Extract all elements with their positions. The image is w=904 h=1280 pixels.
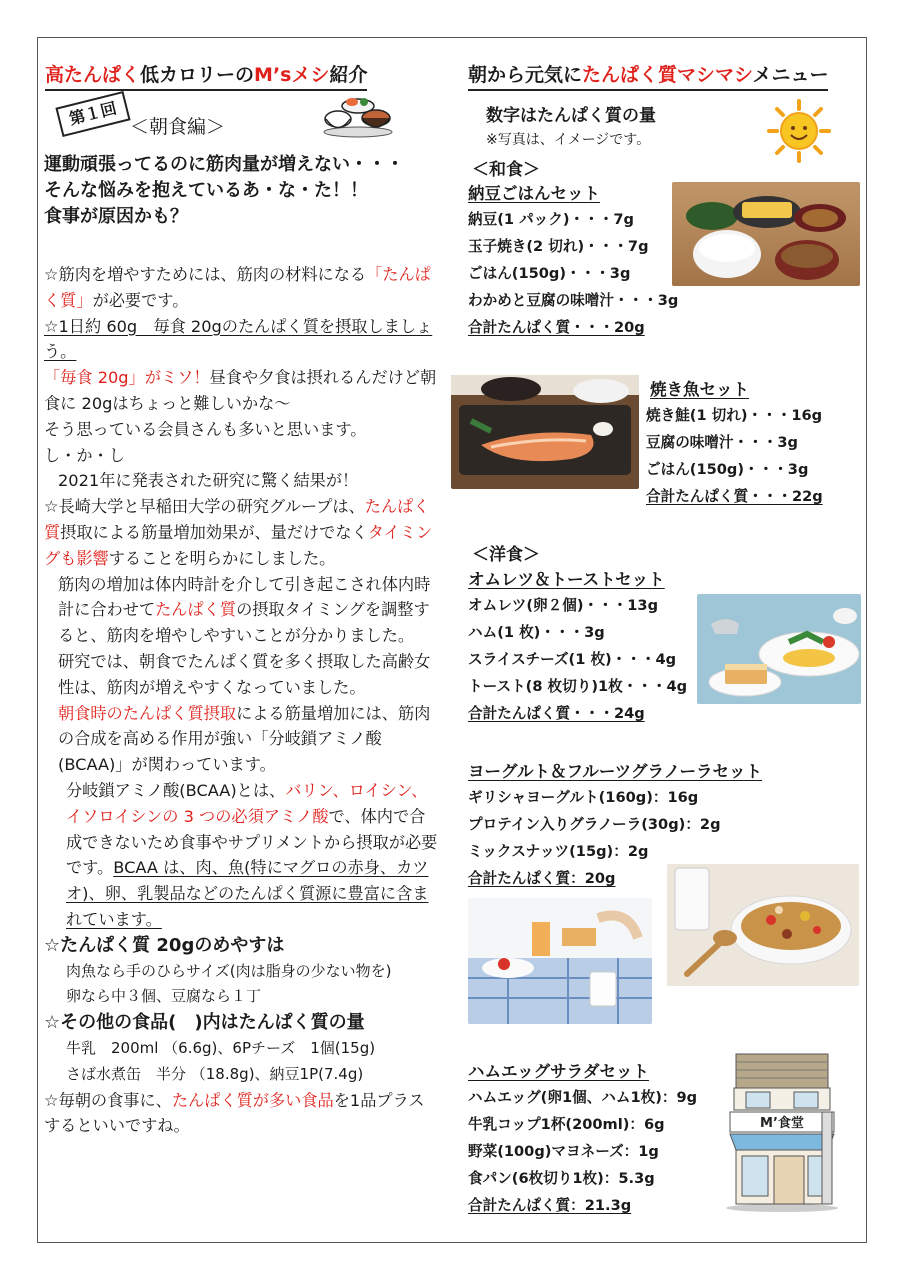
- para-highlight: タイミングも影響: [44, 522, 433, 568]
- para-highlight: たんぱく質が多い食品: [171, 1090, 334, 1110]
- natto-set-photo: [672, 182, 860, 286]
- para-text: ☆長崎大学と早稲田大学の研究グループは、: [44, 497, 365, 517]
- title-end: 紹介: [329, 64, 368, 86]
- set-item: わかめと豆腐の味噌汁・・・3g: [468, 292, 679, 309]
- title-highlight: 高たんぱく: [45, 64, 141, 86]
- breakfast-table-photo: [468, 898, 652, 1024]
- para-text: 筋肉の増加は体内時計を介して引き起こされ体内時計に合わせて: [58, 574, 431, 620]
- set-total: 合計たんぱく質・・・20g: [468, 319, 645, 336]
- set-item: ごはん(150g)・・・3g: [646, 461, 809, 478]
- intro-line-2: そんな悩みを抱えているあ・な・た！！: [44, 180, 368, 201]
- right-title-highlight: たんぱく質マシマシ: [582, 64, 753, 86]
- other-foods-line-1: 牛乳 200ml （6.6g)、6Pチーズ 1個(15g): [66, 1038, 376, 1057]
- guide-line-1: 肉魚なら手のひらサイズ(肉は脂身の少ない物を): [66, 961, 392, 980]
- set-total: 合計たんぱく質・・・22g: [646, 488, 823, 505]
- breakfast-set-icon: [322, 92, 394, 138]
- set-item: ギリシャヨーグルト(160g)：16g: [468, 789, 699, 806]
- title-brand: M’sメシ: [254, 64, 330, 86]
- para-daily: ☆1日約 60g 毎食 20gのたんぱく質を摂取しましょう。: [44, 316, 433, 362]
- para-highlight: 朝食時のたんぱく質摂取: [58, 703, 237, 723]
- para-text: ☆毎朝の食事に、: [44, 1090, 172, 1110]
- guide-line-2: 卵なら中３個、豆腐なら１丁: [66, 987, 262, 1006]
- right-title: [468, 60, 828, 91]
- para-but: し・か・し: [44, 445, 125, 465]
- note-image: ※写真は、イメージです。: [486, 132, 651, 148]
- intro-text: [44, 152, 404, 230]
- set-item: ミックスナッツ(15g)：2g: [468, 843, 649, 860]
- diner-sign: M’食堂: [760, 1116, 804, 1131]
- set-title: オムレツ＆トーストセット: [468, 570, 665, 589]
- set-total: 合計たんぱく質：21.3g: [468, 1197, 632, 1214]
- guide-title: ☆たんぱく質 20gのめやすは: [44, 934, 285, 956]
- category-western: ＜洋食＞: [472, 545, 540, 565]
- set-item: オムレツ(卵２個)・・・13g: [468, 597, 659, 614]
- set-item: スライスチーズ(1 枚)・・・4g: [468, 651, 677, 668]
- article-body: [44, 262, 440, 1139]
- para-underlined: BCAA は、肉、魚(特にマグロの赤身、カツオ)、卵、乳製品などのたんぱく質源に豊富に含まれています。: [66, 858, 429, 929]
- set-total: 合計たんぱく質：20g: [468, 870, 616, 887]
- para-2021: 2021年に発表された研究に驚く結果が！: [58, 471, 359, 491]
- set-ham-egg: [468, 1058, 697, 1219]
- para-highlight: たんぱく質: [155, 600, 237, 620]
- set-item: 納豆(1 パック)・・・7g: [468, 211, 634, 228]
- para-amino: [44, 778, 440, 933]
- para-highlight: たんぱく質: [44, 497, 430, 542]
- para-text: で、体内で合成できないため食事やサプリメントから摂取が必要です。: [66, 806, 438, 878]
- set-item: トースト(8 枚切り)1枚・・・4g: [468, 678, 688, 695]
- para-study: 研究では、朝食でたんぱく質を多く摂取した高齢女性は、筋肉が増えやすくなっていました。: [58, 651, 431, 697]
- omelet-toast-photo: [697, 594, 861, 704]
- para-research-group: [44, 494, 440, 571]
- set-total: 合計たんぱく質・・・24g: [468, 705, 645, 722]
- set-item: 野菜(100g)マヨネーズ：1g: [468, 1143, 659, 1160]
- set-item: 食パン(6枚切り1枚)：5.3g: [468, 1170, 655, 1187]
- left-title: [45, 60, 367, 91]
- para-closing: [44, 1088, 440, 1140]
- para-text: の摂取タイミングを調整すると、筋肉を増やしやすいことが分かりました。: [58, 600, 430, 646]
- para-highlight: バリン、ロイシン、イソロイシンの 3 つの必須アミノ酸: [66, 780, 428, 826]
- para-clock: [44, 572, 440, 649]
- set-title: 納豆ごはんセット: [468, 184, 600, 203]
- para-text: することを明らかにしました。: [108, 548, 336, 568]
- set-item: 牛乳コップ1杯(200ml)：6g: [468, 1116, 665, 1133]
- other-foods-title: ☆その他の食品( )内はたんぱく質の量: [44, 1012, 365, 1034]
- para-miso: [44, 365, 440, 417]
- note-protein: 数字はたんぱく質の量: [486, 106, 656, 126]
- set-item: ハムエッグ(卵1個、ハム1枚)：9g: [468, 1089, 698, 1106]
- set-title: 焼き魚セット: [650, 380, 749, 399]
- para-text: 昼食や夕食は摂れるんだけど朝食に 20gはちょっと難しいかな～: [44, 368, 437, 413]
- para-text: 分岐鎖アミノ酸(BCAA)とは、: [66, 780, 286, 800]
- para-highlight: 「たんぱく質」: [44, 265, 431, 310]
- para-bcaa: [44, 701, 440, 778]
- other-foods-line-2: さば水煮缶 半分 （18.8g)、納豆1P(7.4g): [66, 1064, 364, 1083]
- set-title: ヨーグルト＆フルーツグラノーラセット: [468, 762, 763, 781]
- set-item: 焼き鮭(1 切れ)・・・16g: [646, 407, 823, 424]
- para-text: を1品プラスするといいですね。: [44, 1090, 425, 1136]
- set-item: ハム(1 枚)・・・3g: [468, 624, 605, 641]
- title-text: 低カロリーの: [140, 64, 255, 86]
- para-highlight: 「毎食 20g」がミソ！: [44, 368, 210, 388]
- para-material: [44, 262, 440, 314]
- para-text: が必要です。: [92, 290, 189, 310]
- para-text: ☆筋肉を増やすためには、筋肉の材料になる: [44, 265, 367, 284]
- para-members: そう思っている会員さんも多いと思います。: [44, 419, 367, 439]
- set-natto: [468, 180, 678, 341]
- set-item: 玉子焼き(2 切れ)・・・7g: [468, 238, 649, 255]
- subtitle: ＜朝食編＞: [130, 116, 226, 138]
- intro-line-1: 運動頑張ってるのに筋肉量が増えない・・・: [44, 154, 404, 175]
- set-item: プロテイン入りグラノーラ(30g)：2g: [468, 816, 721, 833]
- right-title-end: メニュー: [752, 64, 829, 86]
- set-title: ハムエッグサラダセット: [468, 1062, 650, 1081]
- right-title-text: 朝から元気に: [468, 64, 583, 86]
- grilled-fish-photo: [451, 375, 639, 489]
- granola-photo: [667, 864, 859, 986]
- set-omelet: [468, 566, 687, 727]
- set-grilled-fish: [646, 376, 823, 510]
- sun-icon: [766, 98, 832, 164]
- intro-line-3: 食事が原因かも？: [44, 206, 188, 227]
- set-item: 豆腐の味噌汁・・・3g: [646, 434, 798, 451]
- diner-building-illustration: [724, 1050, 840, 1212]
- category-japanese: ＜和食＞: [472, 160, 540, 180]
- issue-badge: 第１回: [55, 91, 130, 137]
- set-item: ごはん(150g)・・・3g: [468, 265, 631, 282]
- para-text: 摂取による筋量増加効果が、量だけでなく: [60, 522, 368, 542]
- para-text: による筋量増加には、筋肉の合成を高める作用が強い「分岐鎖アミノ酸(BCAA)」が関わっています。: [58, 703, 431, 775]
